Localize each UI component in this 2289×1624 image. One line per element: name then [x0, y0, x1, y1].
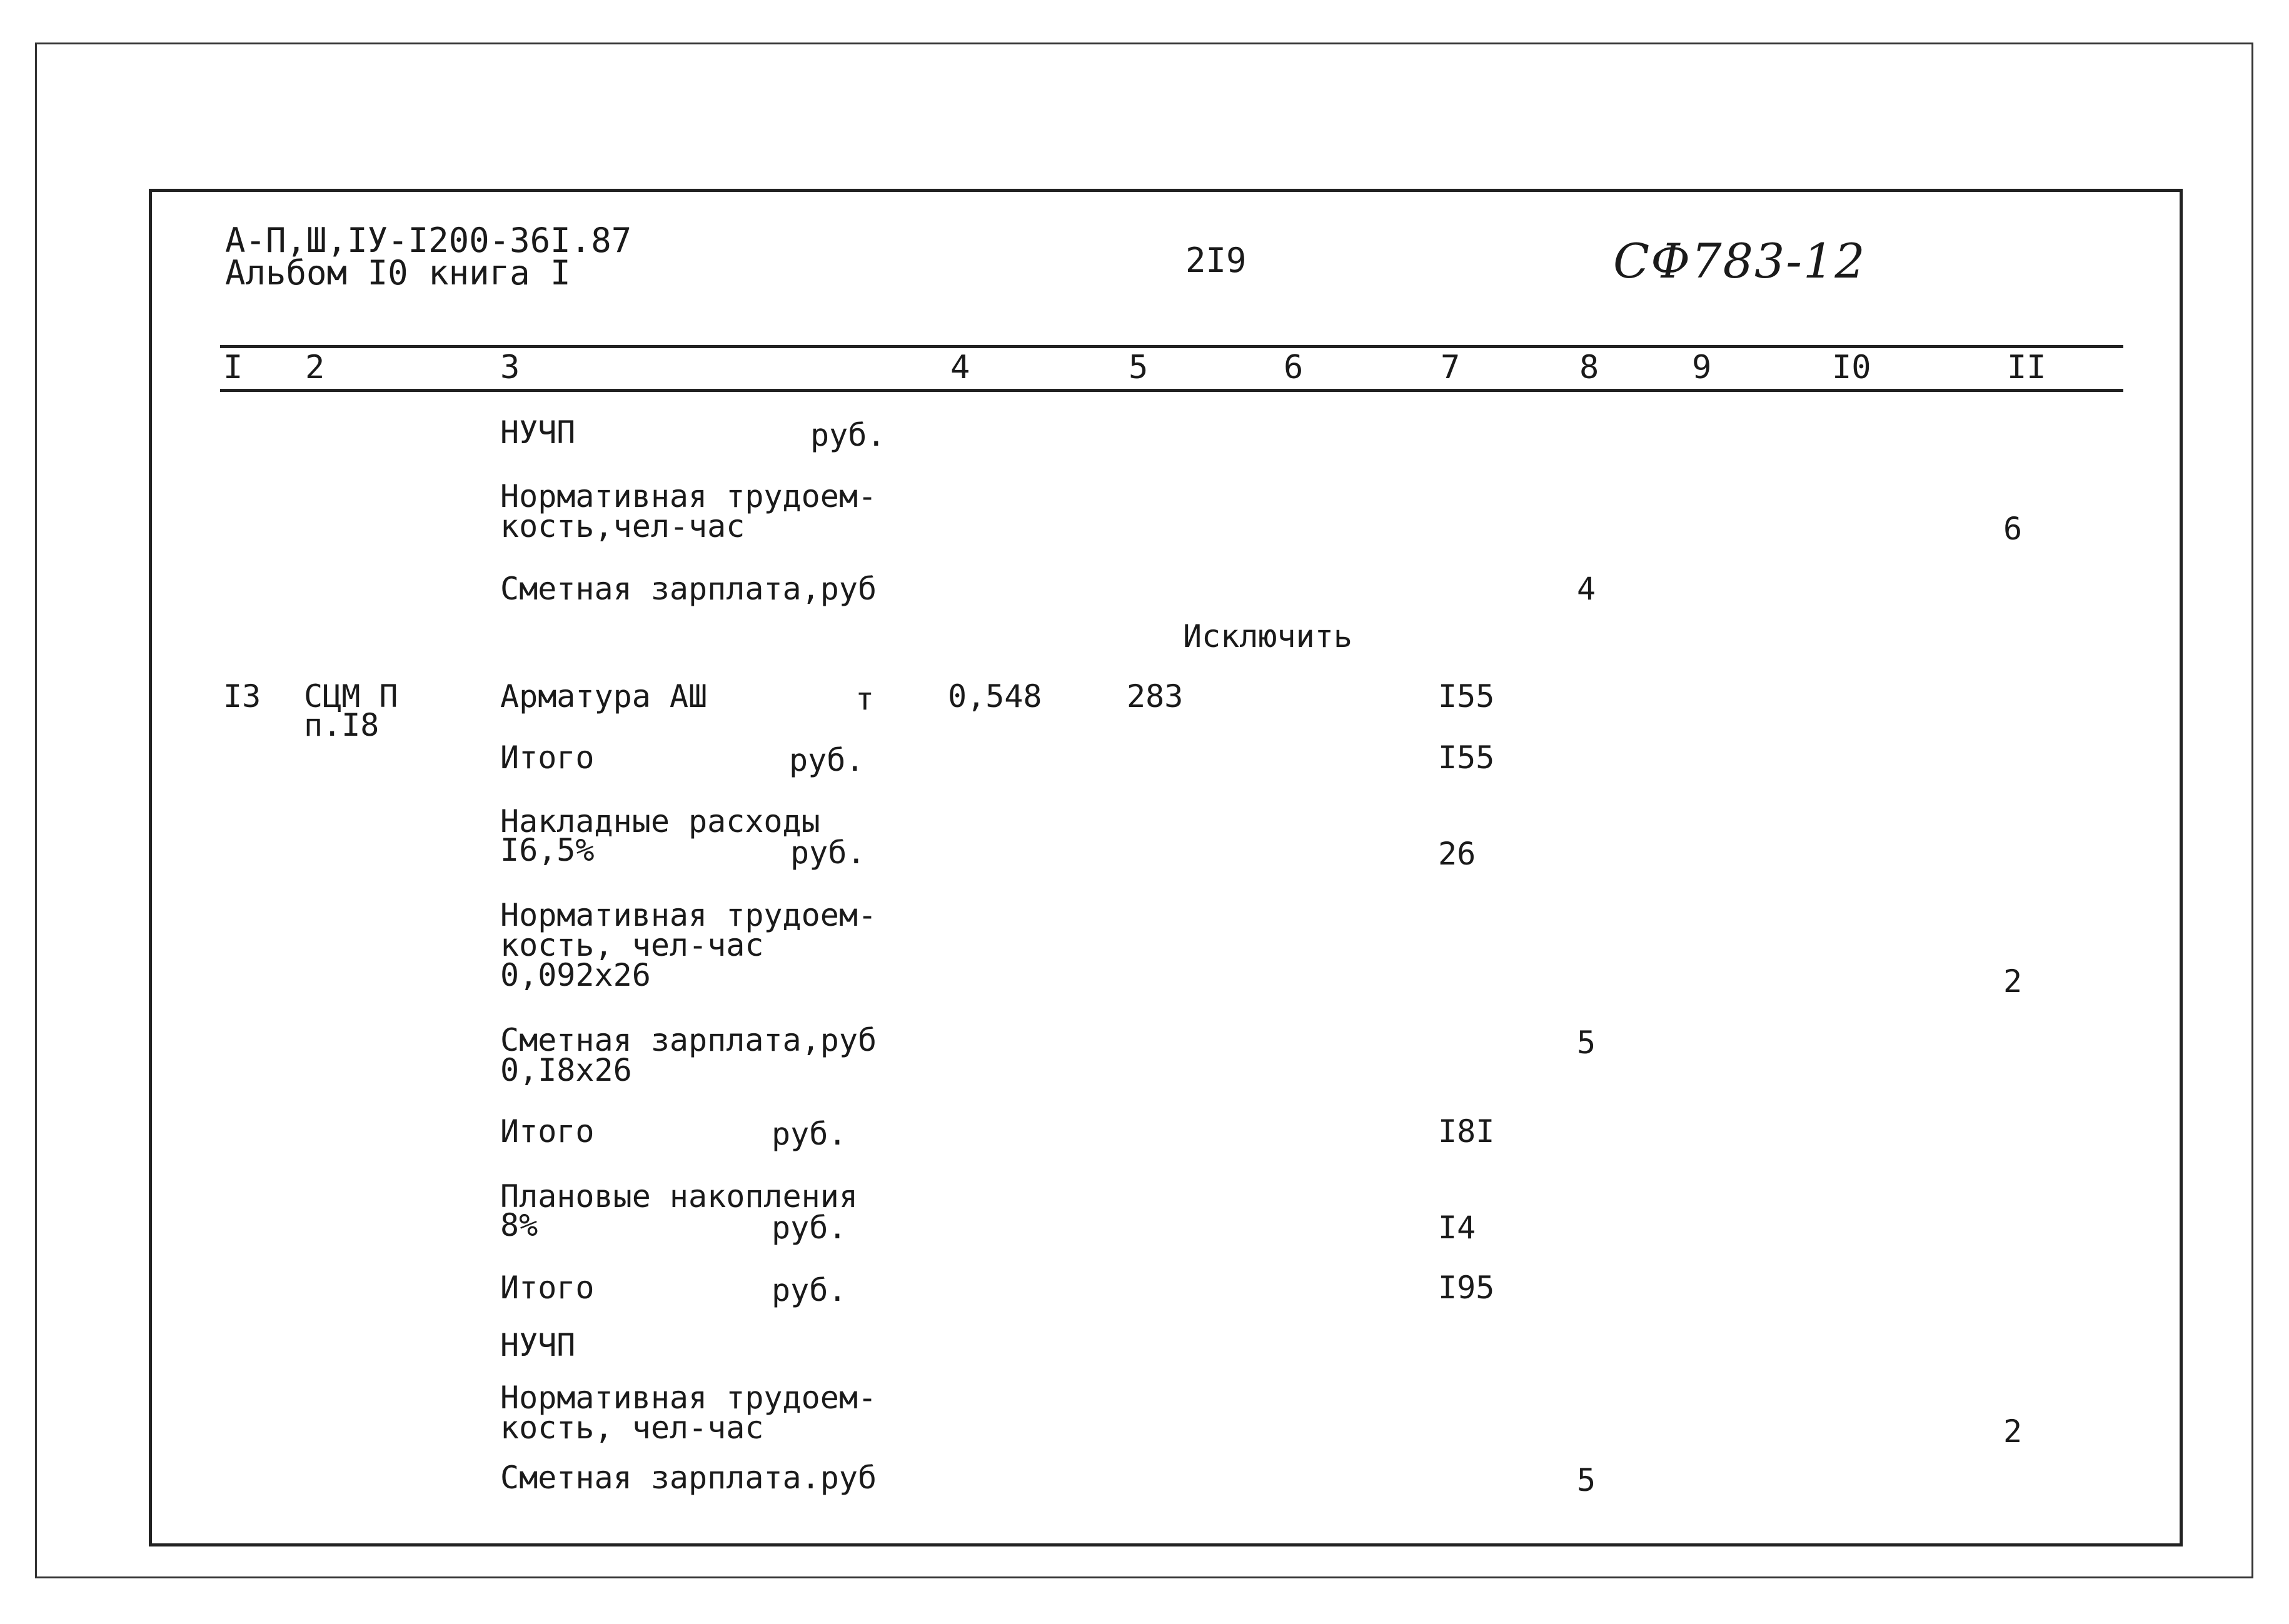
row-label: Сметная зарплата,руб	[500, 1022, 877, 1058]
album-info: Альбом I0 книга I	[225, 253, 571, 293]
cell-col7: I55	[1438, 739, 1495, 776]
row-label: Сметная зарплата.руб	[500, 1460, 877, 1496]
document-code: СФ783-12	[1613, 233, 1866, 289]
page-number: 2I9	[1185, 241, 1247, 280]
column-header-9: 9	[1692, 349, 1712, 386]
row-label: Нормативная трудоем-	[500, 478, 877, 514]
column-header-10: I0	[1832, 349, 1871, 386]
cell-col7: I55	[1438, 678, 1495, 714]
cell-col11: 2	[2003, 1413, 2023, 1450]
cell-col7: I95	[1438, 1270, 1495, 1306]
row-unit: руб.	[772, 1210, 847, 1246]
row-label: I6,5%	[500, 832, 595, 868]
header-rule-bottom	[220, 389, 2123, 392]
cell-col7: 26	[1438, 836, 1476, 872]
item-code-clause: п.I8	[304, 707, 380, 743]
row-label: Итого	[500, 1113, 595, 1150]
document-frame	[149, 189, 2183, 1546]
row-label: Плановые накопления	[500, 1178, 858, 1215]
cell-col7: I8I	[1438, 1113, 1495, 1150]
cell-col11: 2	[2003, 963, 2023, 1000]
cell-col8: 4	[1577, 571, 1596, 607]
row-label: НУЧП	[500, 414, 576, 451]
cell-col5: 283	[1127, 678, 1184, 714]
row-label: 0,I8х26	[500, 1052, 632, 1088]
row-label: Арматура АШ	[500, 678, 708, 714]
row-label: Сметная зарплата,руб	[500, 571, 877, 607]
exclude-label: Исключить	[1183, 618, 1352, 654]
column-header-3: 3	[500, 349, 520, 386]
row-label: кость,чел-час	[500, 508, 745, 544]
row-unit: руб.	[789, 742, 865, 778]
column-header-4: 4	[950, 349, 970, 386]
row-label: кость, чел-час	[500, 927, 764, 963]
column-header-11: II	[2007, 349, 2046, 386]
row-label: Итого	[500, 1270, 595, 1306]
item-code: СЦМ П	[304, 678, 398, 714]
header-rule-top	[220, 345, 2123, 348]
column-header-5: 5	[1129, 349, 1149, 386]
cell-col4: 0,548	[948, 678, 1042, 714]
cell-col11: 6	[2003, 511, 2023, 547]
row-label: Нормативная трудоем-	[500, 897, 877, 933]
row-label: кость, чел-час	[500, 1410, 764, 1446]
row-label: Накладные расходы	[500, 803, 820, 840]
row-unit: руб.	[790, 835, 866, 871]
row-unit: руб.	[772, 1272, 847, 1308]
row-label: НУЧП	[500, 1327, 576, 1363]
row-unit: руб.	[810, 417, 886, 453]
column-header-8: 8	[1579, 349, 1599, 386]
row-label: 8%	[500, 1207, 538, 1243]
row-label: Итого	[500, 739, 595, 776]
column-header-2: 2	[305, 349, 325, 386]
column-header-6: 6	[1284, 349, 1304, 386]
document-designation: А-П,Ш,IУ-I200-36I.87	[225, 221, 632, 260]
column-header-7: 7	[1441, 349, 1461, 386]
row-label: 0,092х26	[500, 957, 651, 993]
row-unit: руб.	[772, 1116, 847, 1152]
item-number: I3	[223, 678, 261, 714]
row-label: Нормативная трудоем-	[500, 1380, 877, 1416]
row-unit: т	[855, 681, 875, 717]
cell-col8: 5	[1577, 1025, 1596, 1061]
column-header-1: I	[223, 349, 243, 386]
cell-col7: I4	[1438, 1210, 1476, 1246]
cell-col8: 5	[1577, 1462, 1596, 1498]
